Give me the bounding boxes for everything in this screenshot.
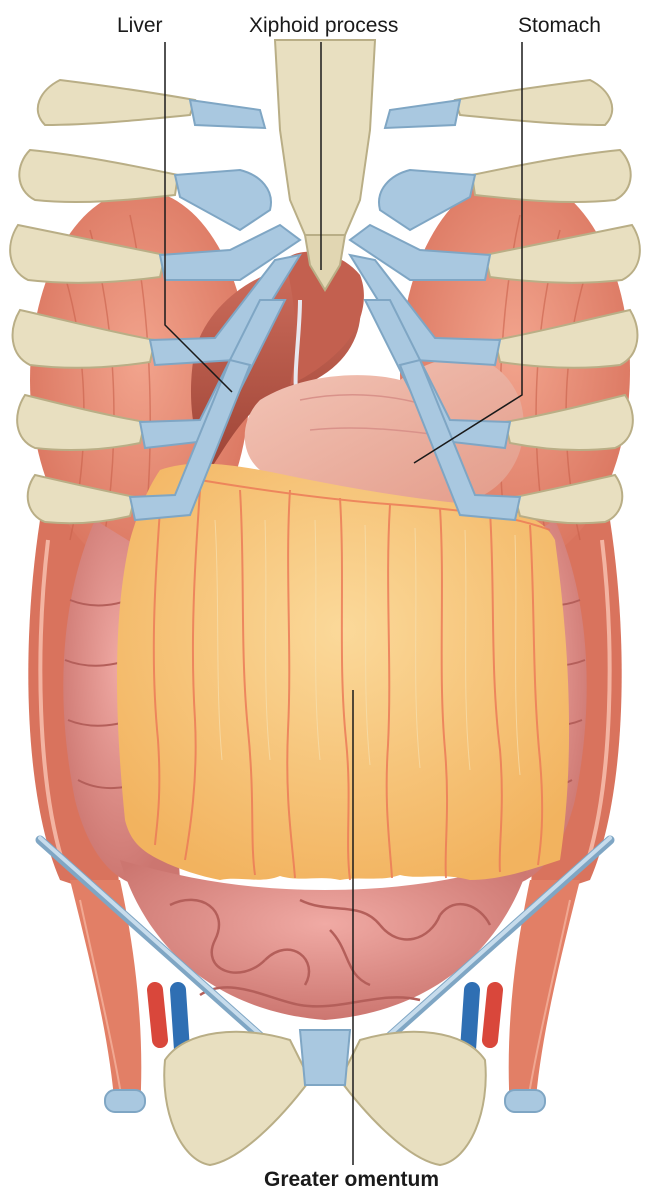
greater-omentum <box>117 464 569 880</box>
sternum <box>275 40 375 235</box>
label-greater-omentum: Greater omentum <box>264 1168 440 1191</box>
label-xiphoid-process: Xiphoid process <box>249 14 399 37</box>
pelvis <box>164 1030 486 1165</box>
label-stomach: Stomach <box>518 14 601 37</box>
label-liver: Liver <box>117 14 163 37</box>
